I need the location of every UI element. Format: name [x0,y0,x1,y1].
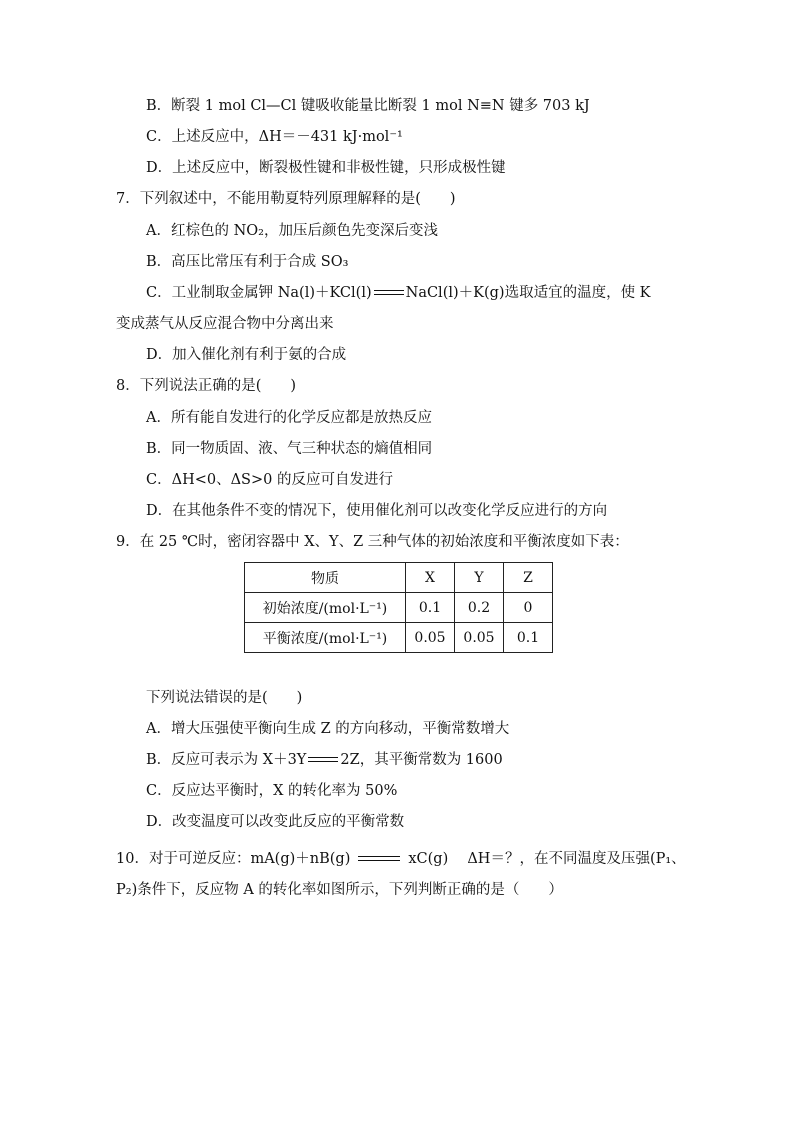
question-7-option-c-continued: 变成蒸气从反应混合物中分离出来 [116,316,334,332]
option-b-part-2: 2Z，其平衡常数为 1600 [340,752,503,768]
question-6-option-b: B．断裂 1 mol Cl—Cl 键吸收能量比断裂 1 mol N≡N 键多 703 kJ [146,98,590,114]
question-7-stem: 7．下列叙述中，不能用勒夏特列原理解释的是( ) [116,191,456,207]
option-c-part-1: C．工业制取金属钾 Na(l)＋KCl(l) [146,285,372,301]
table-header-row [245,563,553,593]
option-b-part-1: B．反应可表示为 X＋3Y [146,752,307,768]
question-7-option-a: A．红棕色的 NO₂，加压后颜色先变深后变浅 [146,223,438,239]
table-cell: 0.2 [455,593,504,623]
table-header-cell: 物质 [245,563,406,593]
question-9-option-a: A．增大压强使平衡向生成 Z 的方向移动，平衡常数增大 [146,721,510,737]
question-8-option-d: D．在其他条件不变的情况下，使用催化剂可以改变化学反应进行的方向 [146,503,608,519]
table-header-cell: Y [455,563,504,593]
table-cell: 平衡浓度/(mol·L⁻¹) [245,623,406,653]
question-10-part-2: xC(g) ΔH＝？，在不同温度及压强(P₁、 [408,851,686,867]
question-8-option-c: C．ΔH<0、ΔS>0 的反应可自发进行 [146,472,393,488]
table-cell: 初始浓度/(mol·L⁻¹) [245,593,406,623]
option-c-part-2: NaCl(l)＋K(g)选取适宜的温度，使 K [405,285,651,301]
question-9-sub-stem: 下列说法错误的是( ) [146,690,303,706]
concentration-table [244,562,553,653]
question-9-option-b [146,750,503,770]
table-cell: 0.05 [406,623,455,653]
question-10-stem [116,849,686,869]
table-cell: 0.05 [455,623,504,653]
table-header-cell: Z [504,563,553,593]
question-9-stem: 9．在 25 ℃时，密闭容器中 X、Y、Z 三种气体的初始浓度和平衡浓度如下表： [116,534,629,550]
question-8-stem: 8．下列说法正确的是( ) [116,378,297,394]
question-9-option-c: C．反应达平衡时，X 的转化率为 50% [146,783,398,799]
equilibrium-arrow-icon [308,756,338,764]
question-7-option-b: B．高压比常压有利于合成 SO₃ [146,254,349,270]
table-cell: 0.1 [406,593,455,623]
question-6-option-c: C．上述反应中，ΔH＝－431 kJ·mol⁻¹ [146,129,403,145]
question-7-option-d: D．加入催化剂有利于氨的合成 [146,347,347,363]
equilibrium-arrow-icon [374,289,404,297]
question-8-option-b: B．同一物质固、液、气三种状态的熵值相同 [146,441,433,457]
table-row [245,593,553,623]
table-row [245,623,553,653]
question-6-option-d: D．上述反应中，断裂极性键和非极性键，只形成极性键 [146,160,506,176]
table-cell: 0.1 [504,623,553,653]
question-10-part-1: 10．对于可逆反应：mA(g)＋nB(g) [116,851,351,867]
question-7-option-c [146,283,651,303]
question-10-stem-continued: P₂)条件下，反应物 A 的转化率如图所示，下列判断正确的是（ ） [116,882,563,898]
question-8-option-a: A．所有能自发进行的化学反应都是放热反应 [146,410,432,426]
equilibrium-arrow-icon [358,855,400,863]
table-cell: 0 [504,593,553,623]
table-header-cell: X [406,563,455,593]
question-9-option-d: D．改变温度可以改变此反应的平衡常数 [146,814,405,830]
